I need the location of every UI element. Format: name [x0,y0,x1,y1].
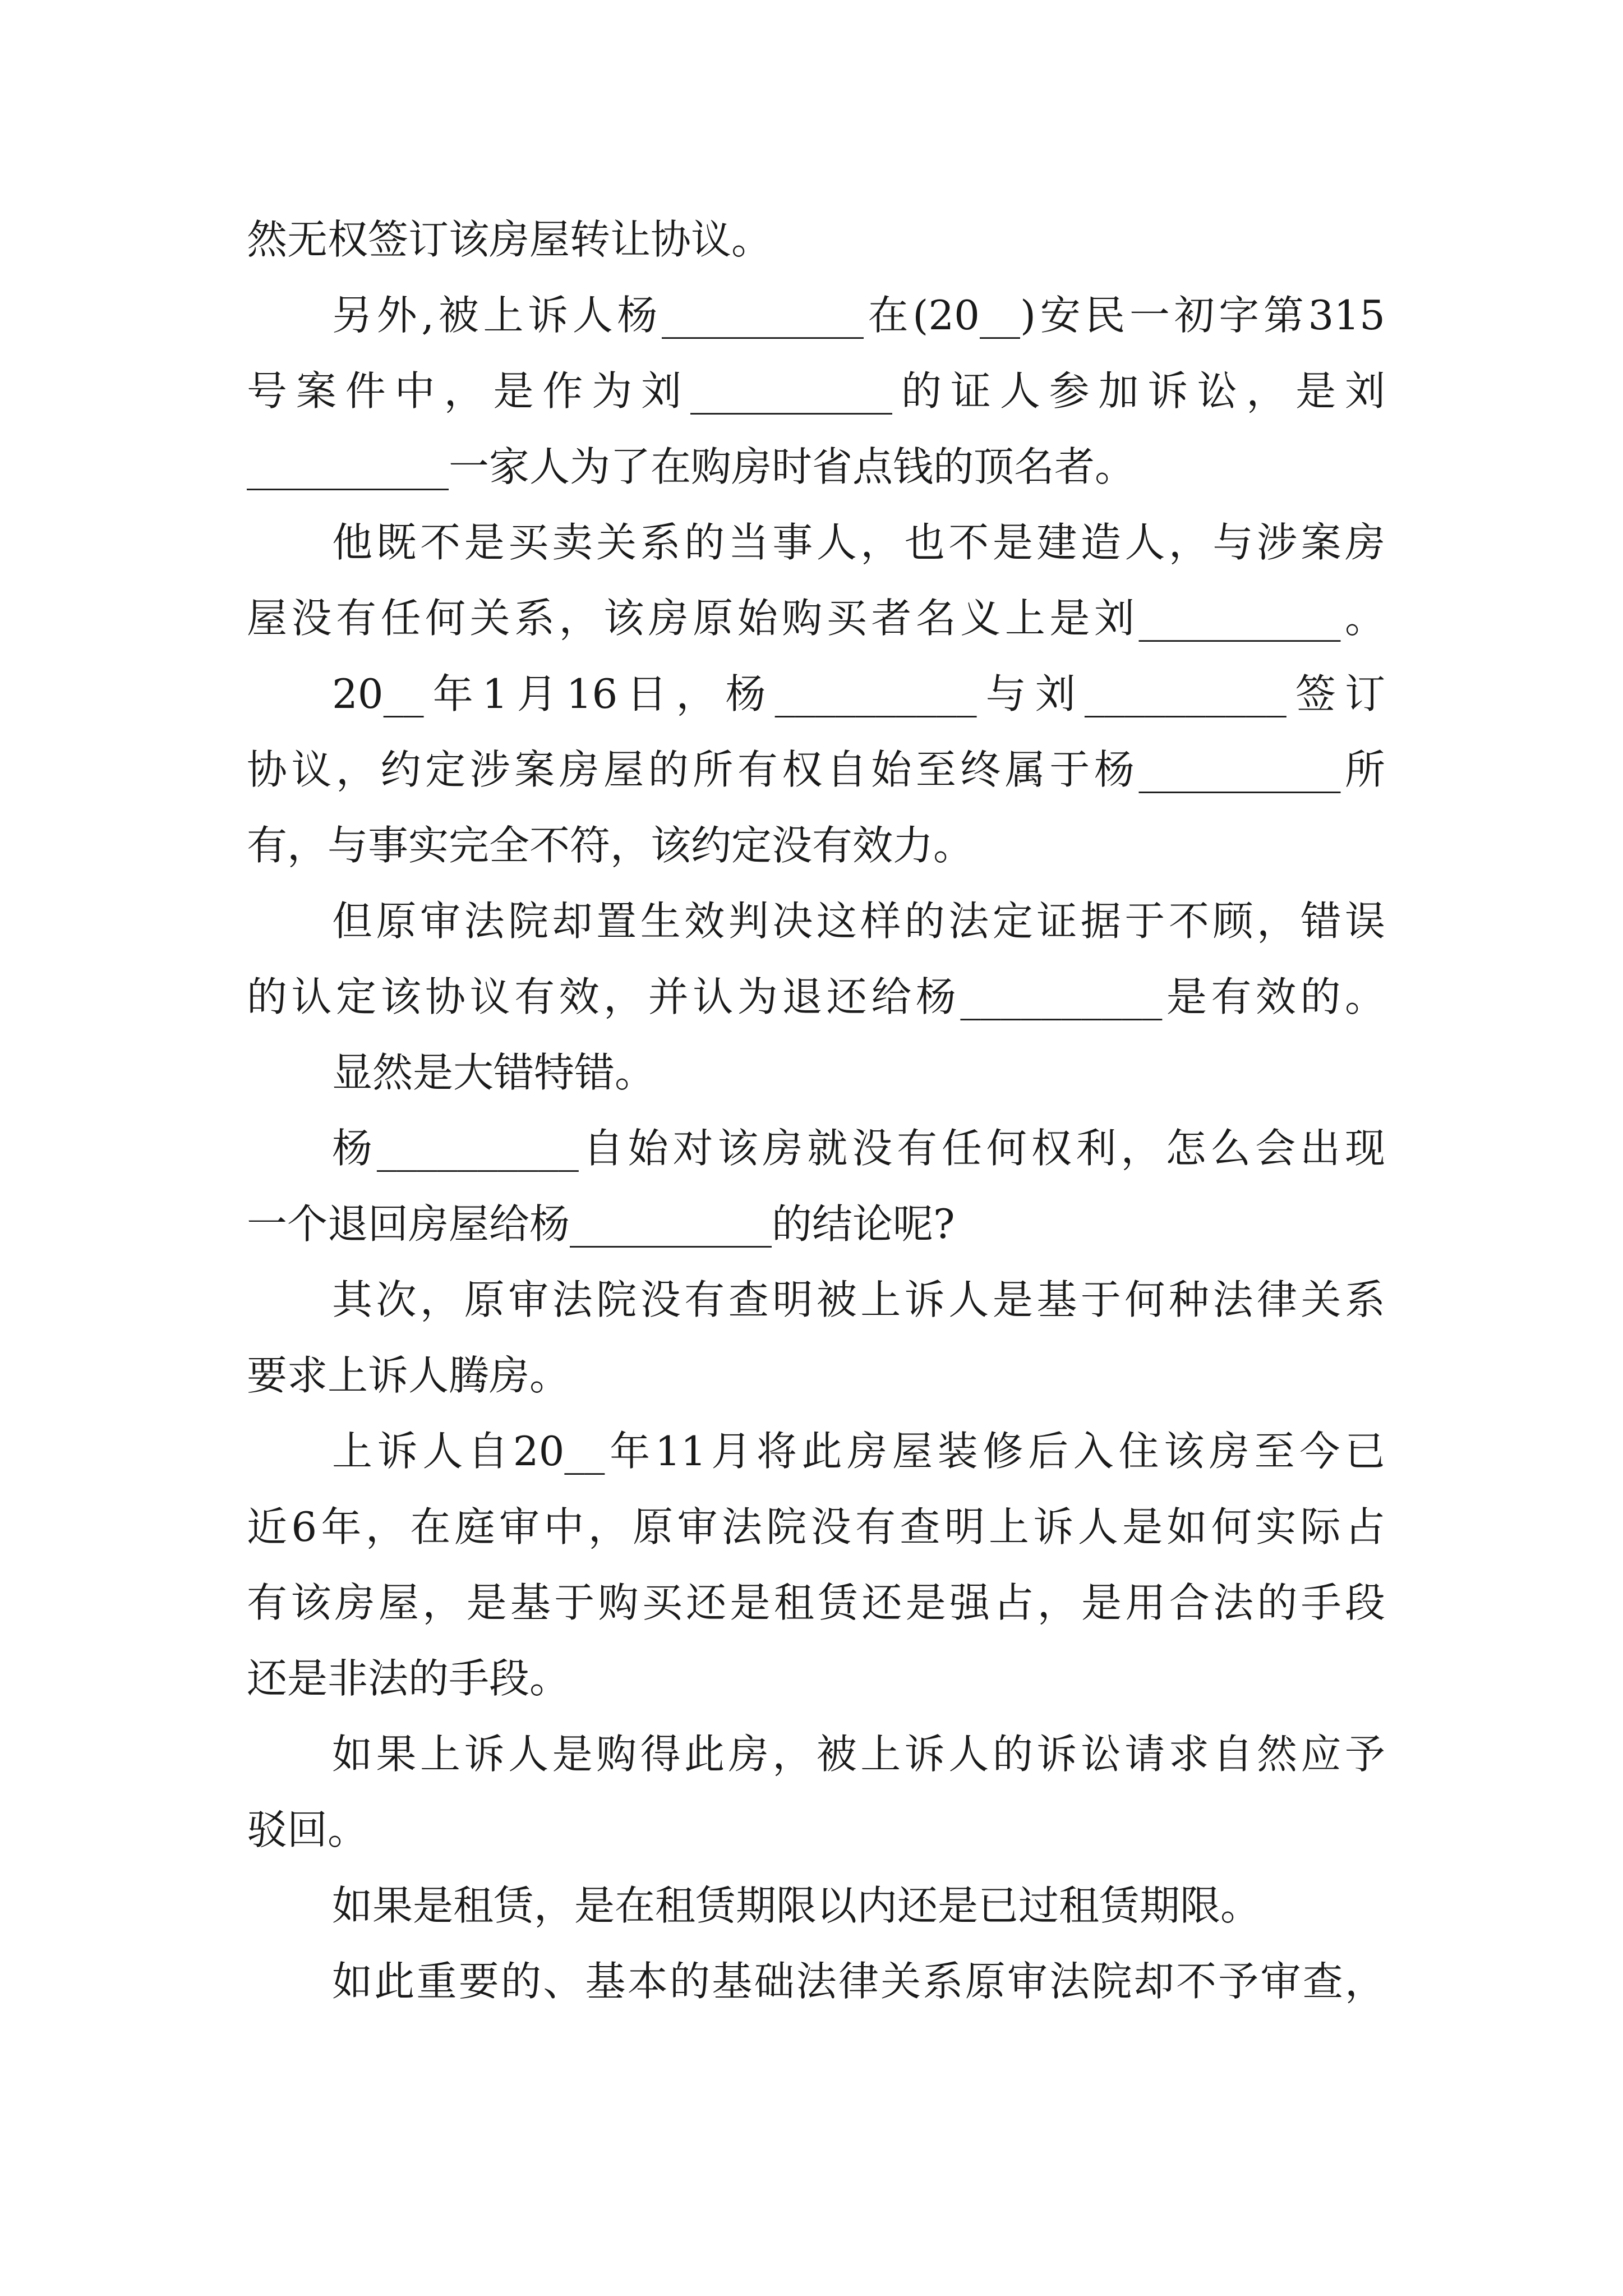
text-line: 的认定该协议有效，并认为退还给杨__________是有效的。 [247,973,1385,1020]
text-line: 一个退回房屋给杨__________的结论呢? [247,1200,955,1248]
paragraph-start: 杨__________自始对该房就没有任何权利，怎么会出现 [332,1125,1385,1172]
text-line: 驳回。 [247,1806,368,1853]
paragraph-start: 但原审法院却置生效判决这样的法定证据于不顾，错误 [332,898,1385,945]
paragraph-start: 20__年1月16日，杨__________与刘__________签订 [332,670,1385,717]
paragraph-start: 如果上诉人是购得此房，被上诉人的诉讼请求自然应予 [332,1731,1385,1778]
paragraph-start: 如此重要的、基本的基础法律关系原审法院却不予审查， [332,1958,1385,2005]
text-line: 屋没有任何关系，该房原始购买者名义上是刘__________。 [247,595,1385,642]
text-line: __________一家人为了在购房时省点钱的顶名者。 [247,443,1136,490]
paragraph-start: 另外,被上诉人杨__________在(20__)安民一初字第315 [332,292,1385,339]
text-line: 然无权签订该房屋转让协议。 [247,216,772,263]
text-line: 还是非法的手段。 [247,1655,570,1702]
paragraph-start: 其次，原审法院没有查明被上诉人是基于何种法律关系 [332,1276,1385,1323]
text-line: 近6年，在庭审中，原审法院没有查明上诉人是如何实际占 [247,1503,1385,1550]
text-line: 协议，约定涉案房屋的所有权自始至终属于杨__________所 [247,746,1385,793]
paragraph-start: 上诉人自20__年11月将此房屋装修后入住该房至今已 [332,1428,1385,1475]
document-body [247,202,1385,2019]
paragraph-start: 如果是租赁，是在租赁期限以内还是已过租赁期限。 [332,1882,1261,1929]
text-line: 号案件中，是作为刘__________的证人参加诉讼，是刘 [247,367,1385,415]
text-line: 要求上诉人腾房。 [247,1352,570,1399]
paragraph-start: 显然是大错特错。 [332,1049,656,1096]
paragraph-start: 他既不是买卖关系的当事人，也不是建造人，与涉案房 [332,519,1385,566]
text-line: 有该房屋，是基于购买还是租赁还是强占，是用合法的手段 [247,1579,1385,1626]
text-line: 有，与事实完全不符，该约定没有效力。 [247,822,974,869]
